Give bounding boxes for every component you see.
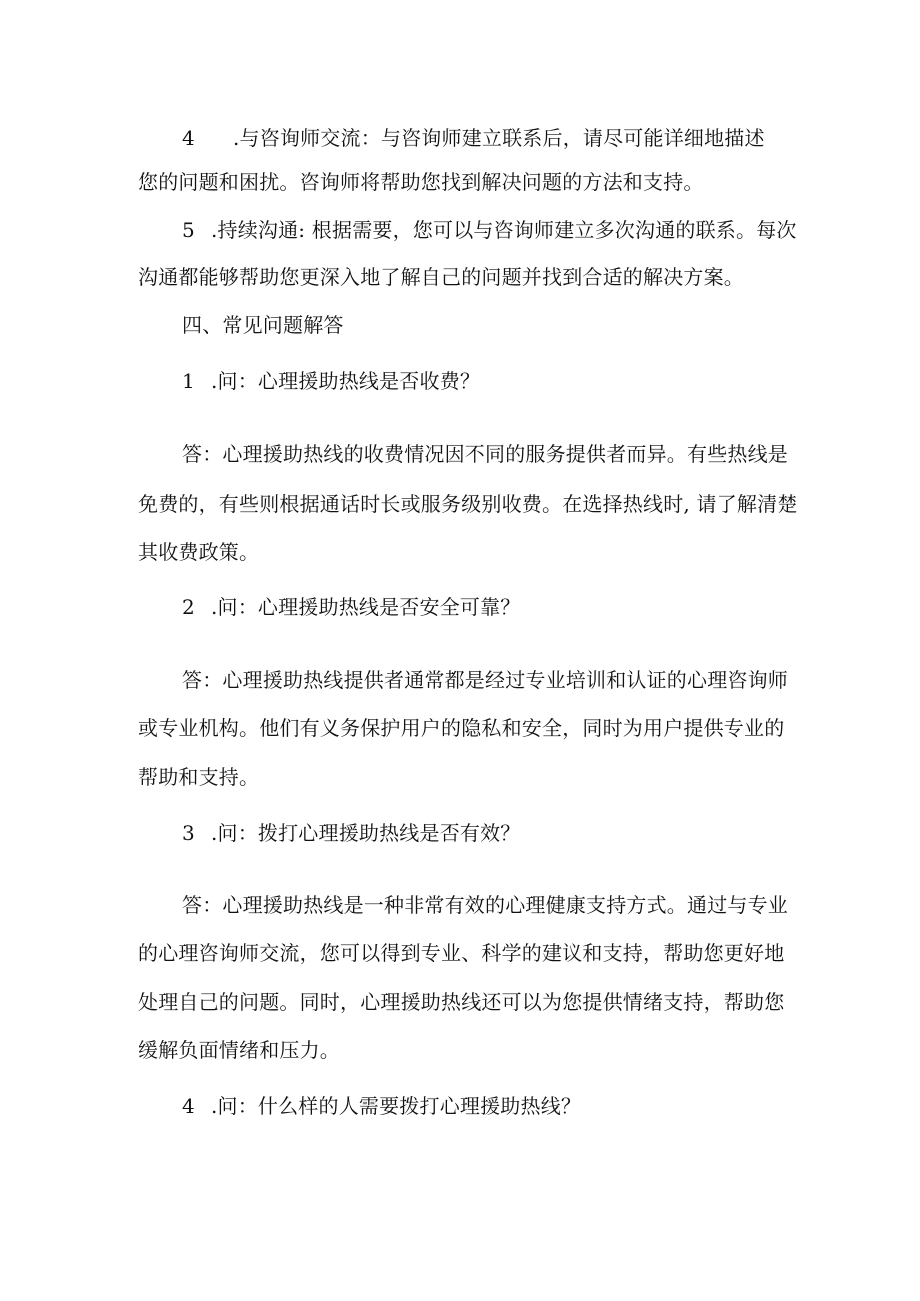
step-4-number: 4 <box>182 126 195 150</box>
step-4-line-2: 您的问题和困扰。咨询师将帮助您找到解决问题的方法和支持。 <box>138 170 704 194</box>
faq-1-number: 1 <box>182 369 195 393</box>
faq-1-question <box>182 367 480 395</box>
step-5-text: .持续沟通: 根据需要，您可以与咨询师建立多次沟通的联系。每次 <box>210 218 797 242</box>
faq-4-question <box>182 1092 581 1120</box>
faq-3-question <box>182 819 521 847</box>
faq-3-number: 3 <box>182 821 195 845</box>
faq-2-question-text: .问：心理援助热线是否安全可靠？ <box>210 595 521 619</box>
faq-2-question <box>182 593 521 621</box>
faq-2-answer-line-1: 答：心理援助热线提供者通常都是经过专业培训和认证的心理咨询师 <box>182 668 788 692</box>
step-4-line-1 <box>182 124 765 152</box>
faq-2-number: 2 <box>182 595 195 619</box>
faq-3-question-text: .问：拨打心理援助热线是否有效？ <box>210 821 521 845</box>
faq-1-answer-line-1: 答：心理援助热线的收费情况因不同的服务提供者而异。有些热线是 <box>182 442 788 466</box>
section-heading: 四、常见问题解答 <box>182 313 344 337</box>
faq-2-answer-line-2: 或专业机构。他们有义务保护用户的隐私和安全，同时为用户提供专业的 <box>138 716 785 740</box>
step-5-line-1 <box>182 216 797 244</box>
step-5-number: 5 <box>182 218 195 242</box>
step-5-line-2: 沟通都能够帮助您更深入地了解自己的问题并找到合适的解决方案。 <box>138 265 744 289</box>
faq-3-answer-line-3: 处理自己的问题。同时，心理援助热线还可以为您提供情绪支持，帮助您 <box>138 990 785 1014</box>
faq-3-answer-line-1: 答：心理援助热线是一种非常有效的心理健康支持方式。通过与专业 <box>182 893 788 917</box>
faq-1-question-text: .问：心理援助热线是否收费？ <box>210 369 481 393</box>
faq-3-answer-line-2: 的心理咨询师交流，您可以得到专业、科学的建议和支持，帮助您更好地 <box>138 941 785 965</box>
faq-1-answer-line-3: 其收费政策。 <box>138 540 260 564</box>
faq-3-answer-line-4: 缓解负面情绪和压力。 <box>138 1038 340 1062</box>
faq-2-answer-line-3: 帮助和支持。 <box>138 765 260 789</box>
faq-4-question-text: .问：什么样的人需要拨打心理援助热线？ <box>210 1094 582 1118</box>
step-4-text: .与咨询师交流：与咨询师建立联系后，请尽可能详细地描述 <box>232 126 765 150</box>
faq-1-answer-line-2: 免费的，有些则根据通话时长或服务级别收费。在选择热线时, 请了解清楚 <box>138 492 798 516</box>
faq-4-number: 4 <box>182 1094 195 1118</box>
